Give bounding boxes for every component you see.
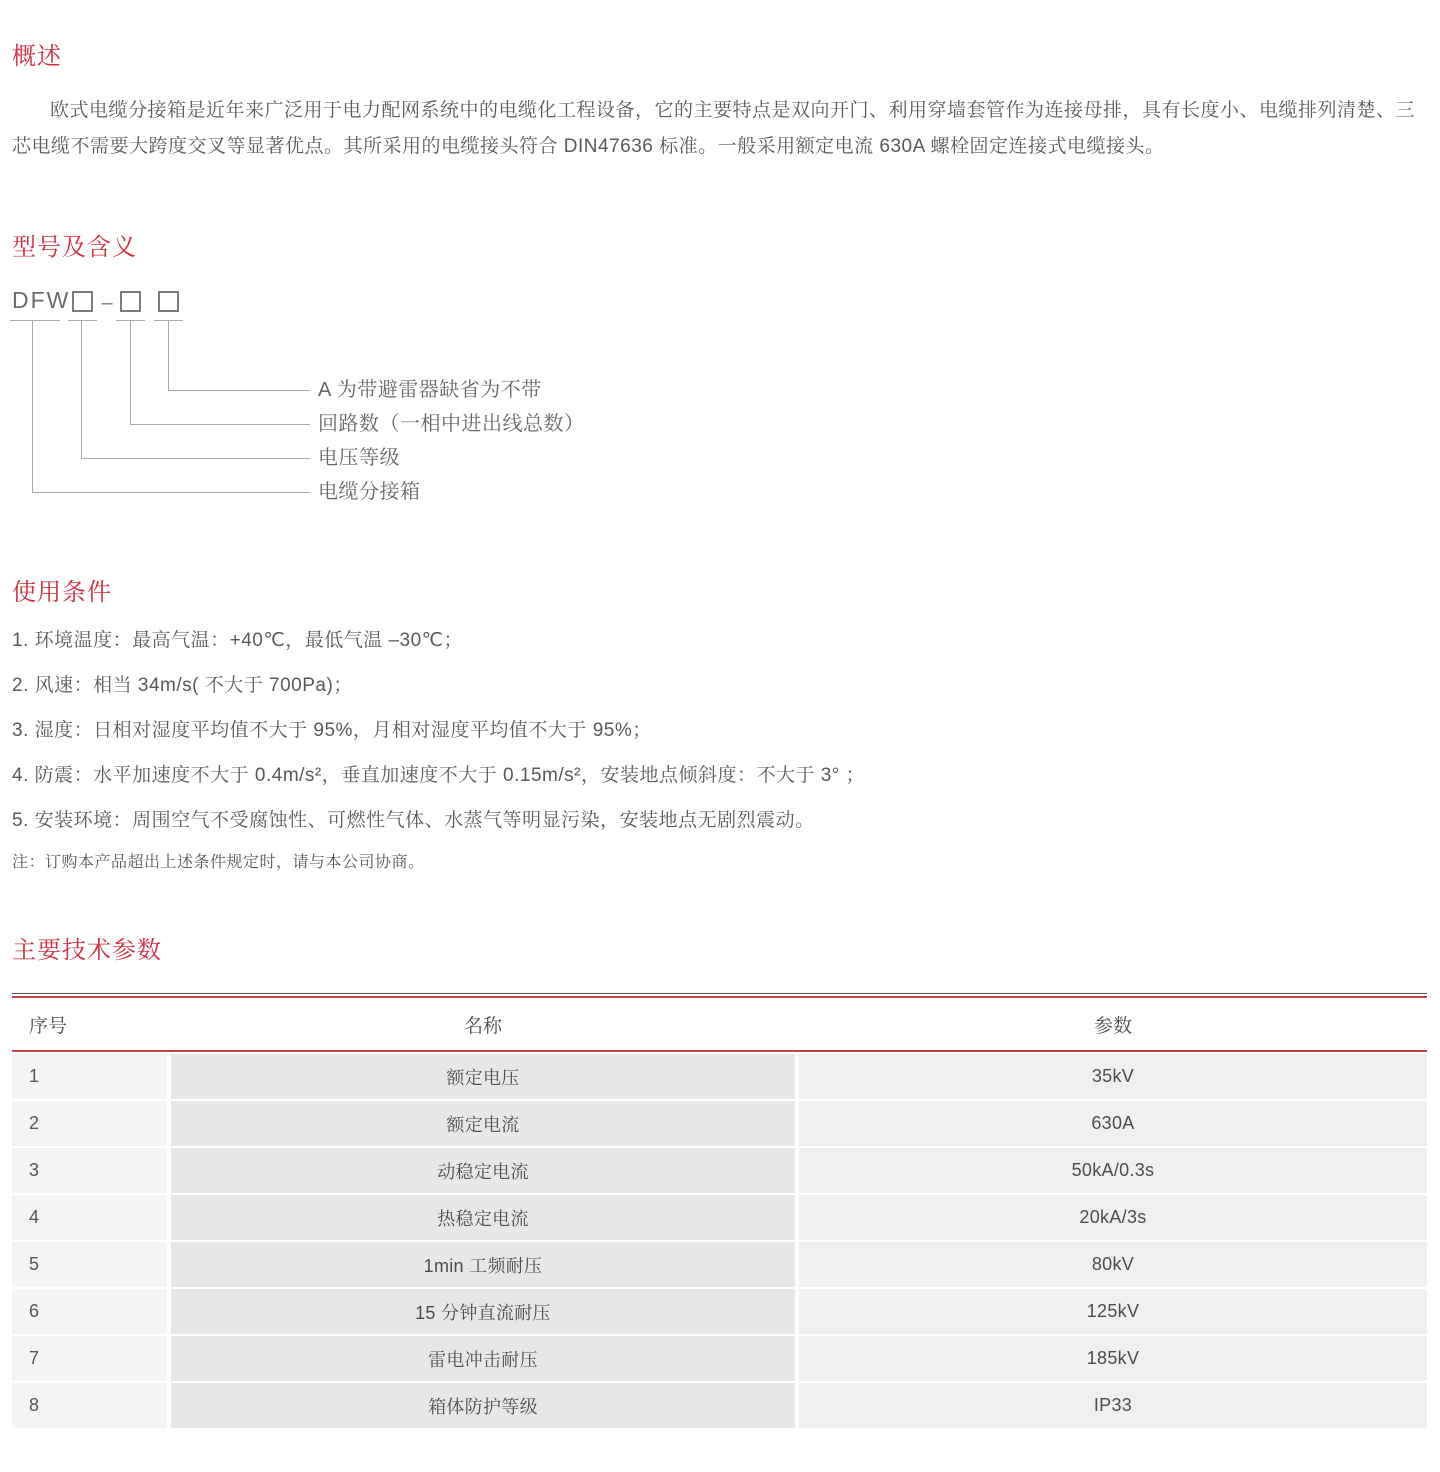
model-label-box: 电缆分接箱: [318, 481, 421, 503]
underline-prefix: [10, 320, 60, 321]
table-header-red-rule: [12, 1050, 1427, 1052]
column-header-name: 名称: [171, 998, 795, 1050]
cell-name: 动稳定电流: [171, 1148, 795, 1193]
column-header-value: 参数: [799, 998, 1427, 1050]
model-designation-diagram: [12, 288, 1427, 520]
cell-value: 185kV: [799, 1336, 1427, 1381]
table-row: [12, 1054, 1427, 1099]
table-row: [12, 1383, 1427, 1428]
conditions-heading: 使用条件: [12, 579, 112, 606]
table-row: [12, 1195, 1427, 1240]
table-body: [12, 1054, 1427, 1428]
model-label-arrester: A 为带避雷器缺省为不带: [318, 379, 542, 401]
cell-name: 1min 工频耐压: [171, 1242, 795, 1287]
cell-name: 热稳定电流: [171, 1195, 795, 1240]
cell-value: 20kA/3s: [799, 1195, 1427, 1240]
model-prefix: DFW: [12, 287, 71, 313]
cell-no: 6: [12, 1289, 167, 1334]
connector-line: [32, 492, 310, 493]
parameters-table: [12, 993, 1427, 1428]
model-separator: –: [101, 292, 113, 314]
table-header-row: [12, 998, 1427, 1050]
condition-item: 3. 湿度：日相对湿度平均值不大于 95%，月相对湿度平均值不大于 95%；: [12, 720, 652, 741]
connector-line: [32, 321, 33, 492]
cell-name: 额定电流: [171, 1101, 795, 1146]
underline-box1: [68, 320, 97, 321]
connector-line: [168, 390, 310, 391]
cell-no: 4: [12, 1195, 167, 1240]
table-top-dark-rule: [12, 993, 1427, 994]
cell-no: 8: [12, 1383, 167, 1428]
connector-line: [130, 321, 131, 424]
conditions-note: 注：订购本产品超出上述条件规定时，请与本公司协商。: [12, 854, 425, 871]
cell-value: 630A: [799, 1101, 1427, 1146]
table-row: [12, 1242, 1427, 1287]
cell-name: 额定电压: [171, 1054, 795, 1099]
overview-paragraph: 欧式电缆分接箱是近年来广泛用于电力配网系统中的电缆化工程设备，它的主要特点是双向开门、利用穿墙套管作为连接母排，具有长度小、电缆排列清楚、三芯电缆不需要大跨度交叉等显著优点。其所采用的电缆接头符合 DIN47636 标准。一般采用额定电流 630A 螺栓固定连接式电缆接头。: [12, 100, 1416, 157]
condition-item: 4. 防震：水平加速度不大于 0.4m/s²，垂直加速度不大于 0.15m/s²，安装地点倾斜度：不大于 3° ；: [12, 765, 866, 786]
model-box-voltage: [72, 291, 93, 312]
condition-item: 1. 环境温度：最高气温：+40℃，最低气温 –30℃；: [12, 630, 464, 651]
column-header-no: 序号: [12, 998, 167, 1050]
cell-value: IP33: [799, 1383, 1427, 1428]
cell-name: 15 分钟直流耐压: [171, 1289, 795, 1334]
overview-heading: 概述: [12, 43, 62, 70]
model-label-loops: 回路数（一相中进出线总数）: [318, 413, 585, 435]
model-label-voltage: 电压等级: [318, 447, 400, 469]
cell-name: 雷电冲击耐压: [171, 1336, 795, 1381]
table-row: [12, 1336, 1427, 1381]
cell-no: 2: [12, 1101, 167, 1146]
table-row: [12, 1289, 1427, 1334]
cell-no: 5: [12, 1242, 167, 1287]
cell-name: 箱体防护等级: [171, 1383, 795, 1428]
model-box-arrester: [158, 291, 179, 312]
conditions-list: [12, 627, 1427, 874]
cell-no: 3: [12, 1148, 167, 1193]
condition-item: 2. 风速：相当 34m/s( 不大于 700Pa)；: [12, 675, 353, 696]
table-row: [12, 1148, 1427, 1193]
cell-value: 35kV: [799, 1054, 1427, 1099]
connector-line: [130, 424, 310, 425]
model-box-loops: [120, 291, 141, 312]
table-row: [12, 1101, 1427, 1146]
connector-line: [81, 321, 82, 458]
cell-value: 50kA/0.3s: [799, 1148, 1427, 1193]
connector-line: [81, 458, 310, 459]
cell-no: 7: [12, 1336, 167, 1381]
params-heading: 主要技术参数: [12, 937, 162, 964]
model-heading: 型号及含义: [12, 234, 137, 261]
cell-value: 80kV: [799, 1242, 1427, 1287]
connector-line: [168, 321, 169, 390]
condition-item: 5. 安装环境：周围空气不受腐蚀性、可燃性气体、水蒸气等明显污染，安装地点无剧烈震动。: [12, 810, 815, 831]
cell-no: 1: [12, 1054, 167, 1099]
cell-value: 125kV: [799, 1289, 1427, 1334]
